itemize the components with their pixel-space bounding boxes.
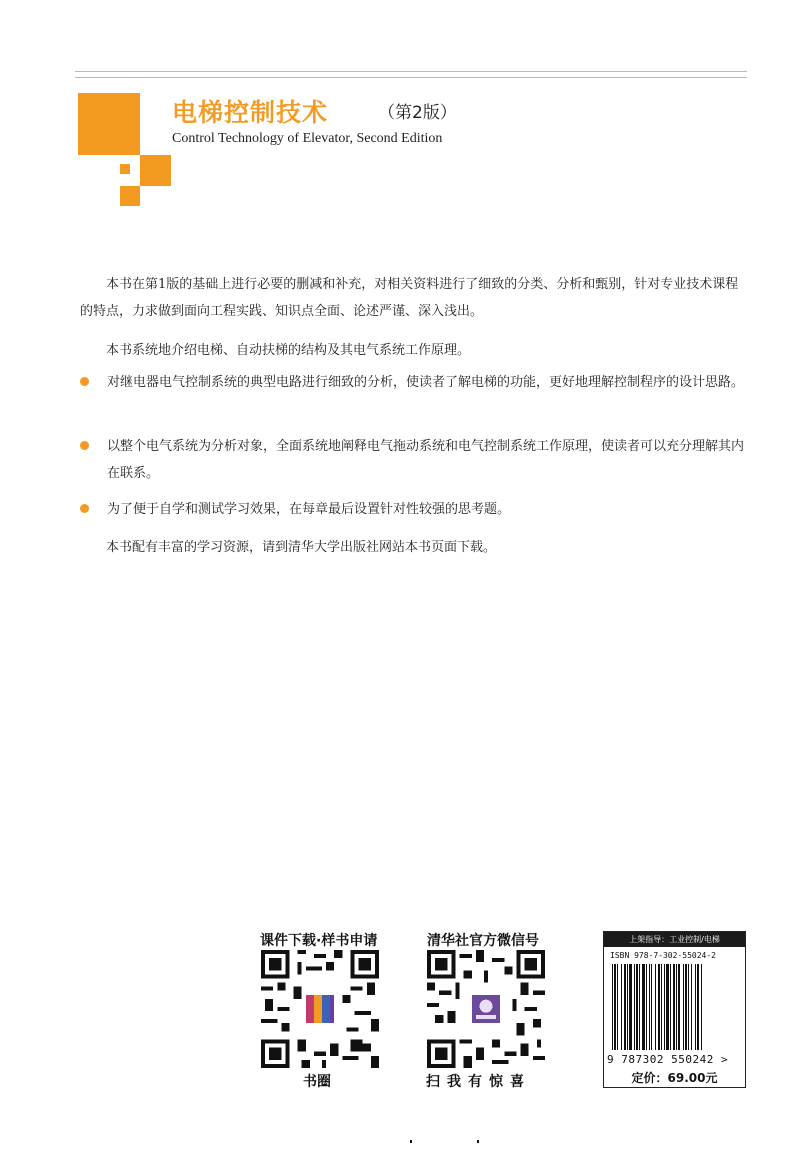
top-rule xyxy=(75,71,747,72)
footer-mark xyxy=(477,1140,479,1143)
orange-square-large xyxy=(78,93,140,155)
bullet-icon xyxy=(80,377,89,386)
book-title: 电梯控制技术 xyxy=(172,98,329,127)
intro-paragraph xyxy=(80,271,748,325)
bullet-text: 为了便于自学和测试学习效果，在每章最后设置针对性较强的思考题。 xyxy=(107,502,511,517)
barcode-panel xyxy=(603,931,746,1088)
system-paragraph xyxy=(80,337,748,364)
intro-text: 本书在第1版的基础上进行必要的删减和补充，对相关资料进行了细致的分类、分析和甄别，针对专业技术课程的特点，力求做到面向工程实践、知识点全面、论述严谨、深入浅出。 xyxy=(80,277,739,319)
orange-square-tiny xyxy=(120,164,130,174)
english-title: Control Technology of Elevator, Second Edition xyxy=(172,131,443,146)
bullet-icon xyxy=(80,504,89,513)
price-label: 定价：69.00元 xyxy=(631,1071,718,1085)
top-rule-secondary xyxy=(75,77,747,78)
orange-square-medium xyxy=(140,155,171,186)
system-text: 本书系统地介绍电梯、自动扶梯的结构及其电气系统工作原理。 xyxy=(106,343,471,358)
qr-caption-wechat: 扫我有惊喜 xyxy=(426,1074,531,1090)
list-item xyxy=(80,433,748,487)
qr-code-courseware[interactable] xyxy=(261,950,379,1068)
tsinghua-press-logo-icon xyxy=(468,991,505,1028)
footer-mark xyxy=(410,1140,412,1143)
list-item xyxy=(80,496,748,523)
book-circle-logo-icon xyxy=(302,991,339,1028)
qr-title-wechat: 清华社官方微信号 xyxy=(427,933,539,949)
bullet-icon xyxy=(80,441,89,450)
list-item xyxy=(80,369,748,396)
qr-code-wechat[interactable] xyxy=(427,950,545,1068)
barcode-digits: 9 787302 550242 > xyxy=(607,1053,729,1066)
orange-square-small xyxy=(120,186,140,206)
edition-label: （第2版） xyxy=(378,103,457,123)
isbn-barcode xyxy=(612,964,737,1050)
resources-paragraph xyxy=(80,534,748,561)
bullet-text: 对继电器电气控制系统的典型电路进行细致的分析，使读者了解电梯的功能，更好地理解控制程序的设计思路。 xyxy=(107,375,745,390)
bullet-text: 以整个电气系统为分析对象，全面系统地阐释电气拖动系统和电气控制系统工作原理，使读者可以充分理解其内在联系。 xyxy=(107,439,745,481)
resources-text: 本书配有丰富的学习资源，请到清华大学出版社网站本书页面下载。 xyxy=(106,540,497,555)
isbn-label: ISBN 978-7-302-55024-2 xyxy=(610,951,716,960)
qr-title-courseware: 课件下载·样书申请 xyxy=(260,933,378,949)
shelf-label: 上架指导：工业控制/电梯 xyxy=(604,932,745,947)
qr-caption-courseware: 书圈 xyxy=(303,1074,331,1090)
